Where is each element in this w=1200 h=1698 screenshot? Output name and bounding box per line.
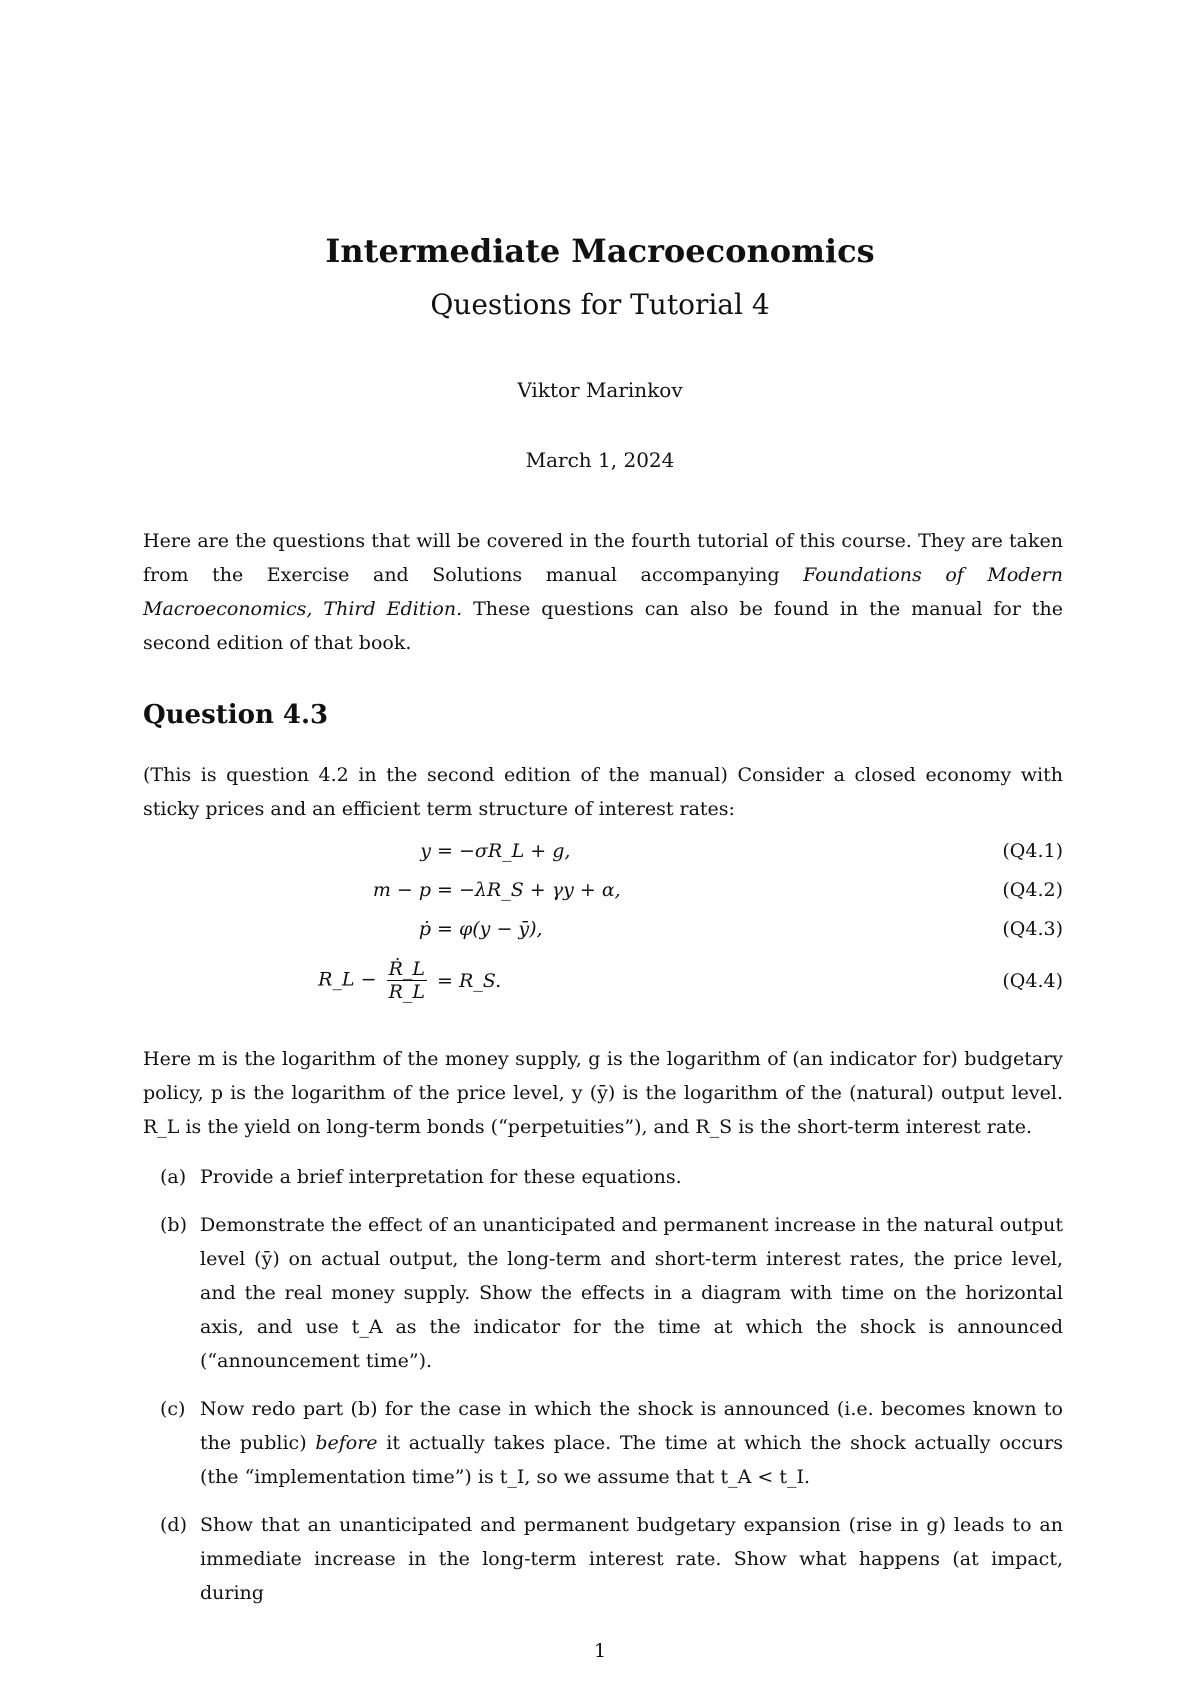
equation-tag: (Q4.2) xyxy=(1002,879,1063,901)
equation-tag: (Q4.1) xyxy=(1002,840,1063,862)
equation-lhs: m − p xyxy=(372,879,431,901)
equation-lhs: y xyxy=(420,840,431,862)
section-heading: Question 4.3 xyxy=(143,700,329,730)
fraction-numerator: Ṙ_L xyxy=(388,958,425,980)
document-title: Intermediate Macroeconomics xyxy=(325,232,875,270)
list-item-text: Show that an unanticipated and permanent budgetary expansion (rise in g) leads to an immediate increase in the long-term interest rate. Show what happens (at impact, during xyxy=(200,1514,1063,1604)
equation-lhs: ṗ xyxy=(418,918,431,940)
equation-lhs xyxy=(318,958,431,1003)
list-item-c xyxy=(160,1392,1063,1494)
list-item-b xyxy=(160,1208,1063,1378)
document-date: March 1, 2024 xyxy=(525,448,675,472)
intro-paragraph xyxy=(143,524,1063,660)
list-item-text: Provide a brief interpretation for these equations. xyxy=(200,1166,682,1188)
intro-text-2: These questions can also be found in the manual for the second edition of that book. xyxy=(143,598,1063,654)
page-number: 1 xyxy=(593,1640,607,1662)
fraction-denominator: R_L xyxy=(388,981,425,1003)
list-item-label: (d) xyxy=(160,1514,187,1536)
equation-tag: (Q4.3) xyxy=(1002,918,1063,940)
intro-text-1: Here are the questions that will be covered in the fourth tutorial of this course. They are taken from the Exercise and Solutions manual accompanying xyxy=(143,530,1063,586)
equation-lhs-pre: R_L − xyxy=(318,968,377,991)
equation-rhs: = R_S. xyxy=(437,970,502,992)
equation-tag: (Q4.4) xyxy=(1002,970,1063,992)
variables-description: Here m is the logarithm of the money supply, g is the logarithm of (an indicator for) budgetary policy, p is the logarithm of the price level, y (ȳ) is the logarithm of the (natural) output level. R_L is the yield on long-term bonds (“perpetuities”), and R_S is the short-term interest rate. xyxy=(143,1048,1063,1138)
list-item-d xyxy=(160,1508,1063,1610)
fraction xyxy=(387,958,427,1003)
list-item-text: Now redo part (b) for the case in which the shock is announced (i.e. becomes known to the public) before it actually takes place. The time at which the shock actually occurs (the “implementation time”) is t_I, so we assume that t_A < t_I. xyxy=(200,1398,1063,1488)
author-name: Viktor Marinkov xyxy=(517,378,683,402)
list-item-a xyxy=(160,1160,1063,1194)
list-item-text: Demonstrate the effect of an unanticipated and permanent increase in the natural output level (ȳ) on actual output, the long-term and short-term interest rates, the price level, and the real money supply. Show the effects in a diagram with time on the horizontal axis, and use t_A as the indicator for the time at which the shock is announced (“announcement time”). xyxy=(200,1214,1063,1372)
list-item-label: (a) xyxy=(160,1166,187,1188)
equation-q4-3 xyxy=(143,918,1063,952)
document-subtitle: Questions for Tutorial 4 xyxy=(430,288,770,321)
equation-rhs: = −σR_L + g, xyxy=(437,840,571,862)
equation-q4-4 xyxy=(143,958,1063,1014)
equation-q4-1 xyxy=(143,840,1063,874)
equation-q4-2 xyxy=(143,879,1063,913)
list-item-label: (c) xyxy=(160,1398,186,1420)
equation-rhs: = −λR_S + γy + α, xyxy=(437,879,621,901)
book-title: Foundations of Modern Macroeconomics, Third Edition. xyxy=(143,564,1063,620)
question-intro: (This is question 4.2 in the second edition of the manual) Consider a closed economy with sticky prices and an efficient term structure of interest rates: xyxy=(143,764,1063,820)
list-item-label: (b) xyxy=(160,1214,187,1236)
emphasis-before: before xyxy=(315,1432,378,1454)
equation-rhs: = φ(y − ȳ), xyxy=(437,918,543,940)
